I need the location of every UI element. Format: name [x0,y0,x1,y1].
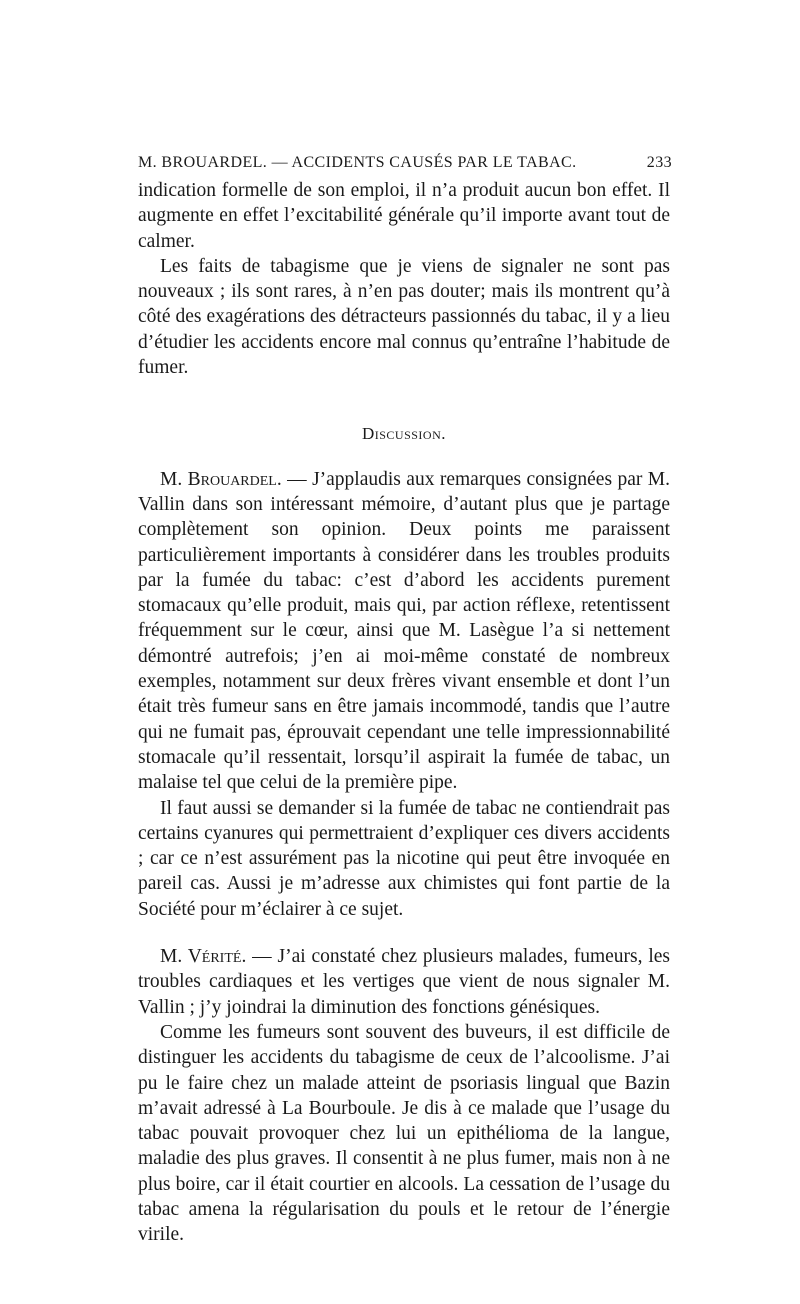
verite-paragraph-1 [138,944,670,1020]
page [138,152,670,1248]
speaker-verite: M. Vérité. [160,946,247,968]
running-header [138,152,670,174]
brouardel-text-1: — J’applaudis aux remarques consignées par M. Vallin dans son intéressant mémoire, d’autant plus que je partage complètement son opinion. Deux points me paraissent particulièrement importants à considérer dans les troubles produits par la fumée du tabac: c’est d’abord les accidents purement stomacaux qu’elle produit, mais qui, par action réflexe, retentissent fréquemment sur le cœur, ainsi que M. Lasègue l’a si nettement démontré autrefois; j’en ai moi-même constaté de nombreux exemples, notamment sur deux frères vivant ensemble et dont l’un était très fumeur sans en être jamais incommodé, tandis que l’autre qui ne fumait pas, éprouvait cependant une telle impressionnabilité stomacale qu’il ressentait, lorsqu’il aspirait la fumée de tabac, un malaise tel que celui de la première pipe. [138,468,670,794]
section-heading: Discussion. [361,424,447,444]
speaker-brouardel: M. Brouardel. [160,468,282,490]
intro-paragraph-1: indication formelle de son emploi, il n’a produit aucun bon effet. Il augmente en effet l’excitabilité générale qu’il importe avant tout de calmer. [138,180,670,252]
brouardel-paragraph-2: Il faut aussi se demander si la fumée de tabac ne contiendrait pas certains cyanures qui permettraient d’expliquer ces divers accidents ; car ce n’est assurément pas la nicotine qui peut être invoquée en pareil cas. Aussi je m’adresse aux chimistes qui font partie de la Société pour m’éclairer à ce sujet. [138,797,670,920]
page-number: 233 [646,154,672,171]
verite-text-1: — J’ai constaté chez plusieurs malades, fumeurs, les troubles cardiaques et les vertiges que vient de nous signaler M. Vallin ; j’y joindrai la diminution des fonctions génésiques. [138,946,670,1018]
running-title: M. BROUARDEL. — ACCIDENTS CAUSÉS PAR LE TABAC. [138,154,577,171]
brouardel-paragraph-1 [138,467,670,796]
verite-paragraph-2: Comme les fumeurs sont souvent des buveurs, il est difficile de distinguer les accidents du tabagisme de ceux de l’alcoolisme. J’ai pu le faire chez un malade atteint de psoriasis lingual que Bazin m’avait adressé à La Bourboule. Je dis à ce malade que l’usage du tabac pouvait provoquer chez lui un epithélioma de la langue, maladie des plus graves. Il consentit à ne plus fumer, mais non à ne plus boire, car il était courtier en alcools. La cessation de l’usage du tabac amena la régularisation du pouls et le retour de l’énergie virile. [138,1021,670,1246]
intro-paragraph-2: Les faits de tabagisme que je viens de signaler ne sont pas nouveaux ; ils sont rares, à n’en pas douter; mais ils montrent qu’à côté des exagérations des détracteurs passionnés du tabac, il y a lieu d’étudier les accidents encore mal connus qu’entraîne l’habitude de fumer. [138,255,670,379]
